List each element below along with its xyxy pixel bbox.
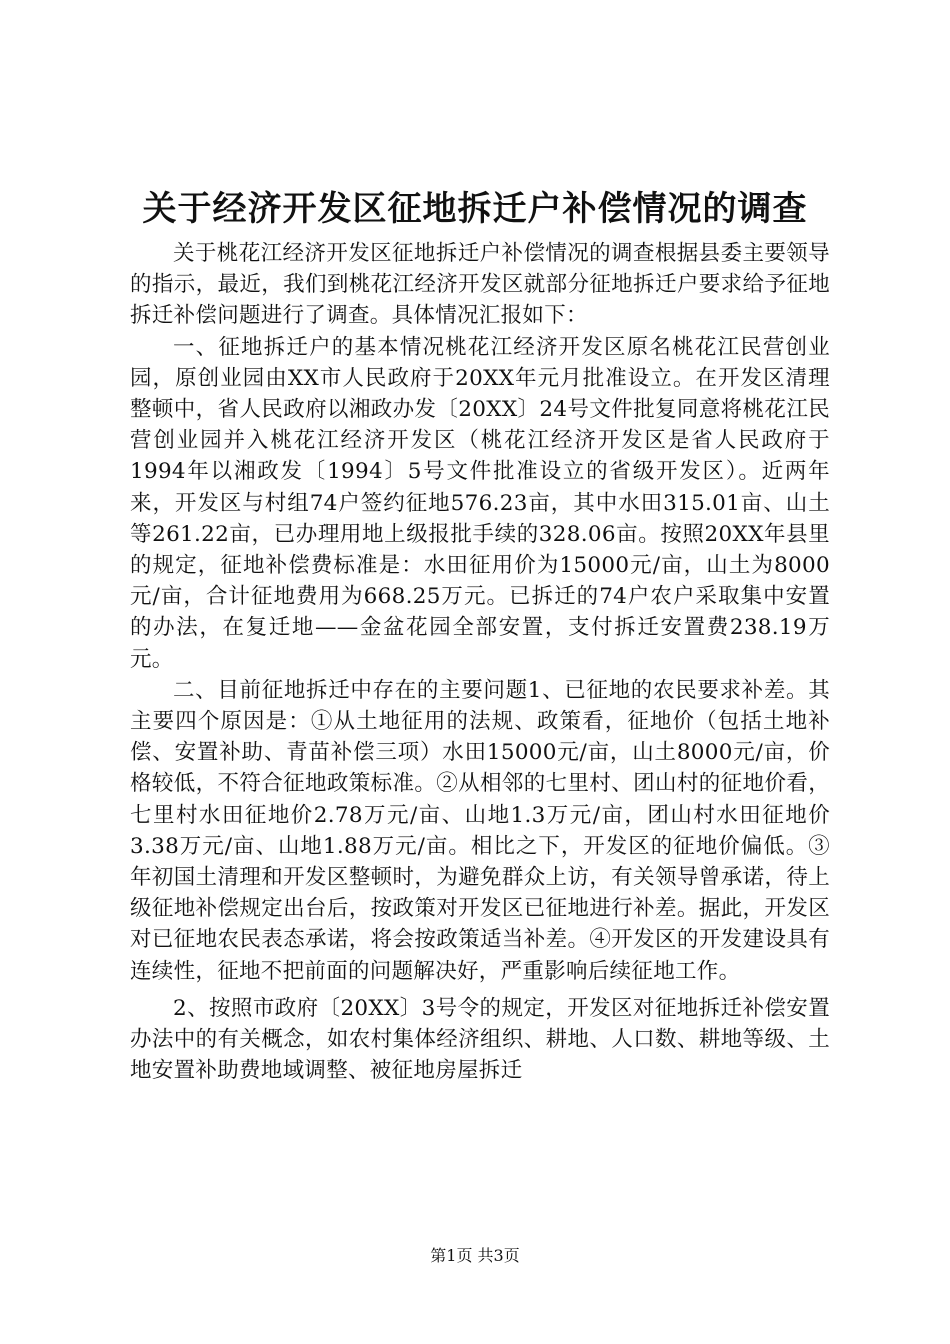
document-title: 关于经济开发区征地拆迁户补偿情况的调查 (142, 189, 808, 229)
paragraph-city-order: 2、按照市政府〔20XX〕3号令的规定，开发区对征地拆迁补偿安置办法中的有关概念，如农村集体经济组织、耕地、人口数、耕地等级、土地安置补助费地域调整、被征地房屋拆迁 (130, 995, 830, 1084)
paragraph-basic-situation: 一、征地拆迁户的基本情况桃花江经济开发区原名桃花江民营创业园，原创业园由XX市人民政府于20XX年元月批准设立。在开发区清理整顿中，省人民政府以湘政办发〔20XX〕24号文件批复同意将桃花江民营创业园并入桃花江经济开发区（桃花江经济开发区是省人民政府于1994年以湘政发〔1994〕5号文件批准设立的省级开发区）。近两年来，开发区与村组74户签约征地576.23亩，其中水田315.01亩、山土等261.22亩，已办理用地上级报批手续的328.06亩。按照20XX年县里的规定，征地补偿费标准是：水田征用价为15000元/亩，山土为8000元/亩，合计征地费用为668.25万元。已拆迁的74户农户采取集中安置的办法，在复迁地——金盆花园全部安置，支付拆迁安置费238.19万元。 (130, 334, 830, 672)
paragraph-main-problems: 二、目前征地拆迁中存在的主要问题1、已征地的农民要求补差。其主要四个原因是：①从土地征用的法规、政策看，征地价（包括土地补偿、安置补助、青苗补偿三项）水田15000元/亩，山土8000元/亩，价格较低，不符合征地政策标准。②从相邻的七里村、团山村的征地价看，七里村水田征地价2.78万元/亩、山地1.3万元/亩，团山村水田征地价3.38万元/亩、山地1.88万元/亩。相比之下，开发区的征地价偏低。③年初国土清理和开发区整顿时，为避免群众上访，有关领导曾承诺，待上级征地补偿规定出台后，按政策对开发区已征地进行补差。据此，开发区对已征地农民表态承诺，将会按政策适当补差。④开发区的开发建设具有连续性，征地不把前面的问题解决好，严重影响后续征地工作。 (130, 677, 830, 984)
paragraph-intro: 关于桃花江经济开发区征地拆迁户补偿情况的调查根据县委主要领导的指示，最近，我们到桃花江经济开发区就部分征地拆迁户要求给予征地拆迁补偿问题进行了调查。具体情况汇报如下： (130, 241, 830, 329)
document-body (130, 238, 830, 1086)
page-number-footer: 第1页 共3页 (430, 1246, 520, 1265)
